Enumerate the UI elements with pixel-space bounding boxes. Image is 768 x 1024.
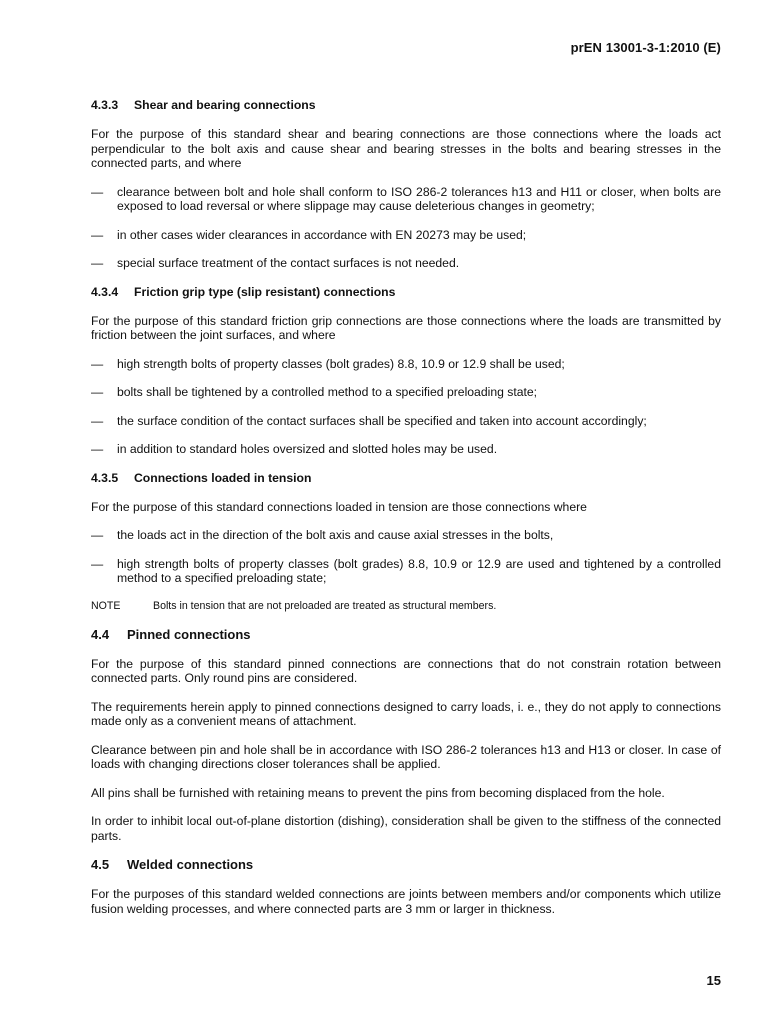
- page-number: 15: [706, 973, 721, 988]
- list-item: [91, 528, 721, 543]
- dash-bullet: —: [91, 385, 104, 399]
- list-item: [91, 357, 721, 372]
- dash-bullet: —: [91, 184, 104, 199]
- dash-bullet: —: [91, 528, 104, 542]
- dash-bullet: —: [91, 413, 104, 428]
- section-number: 4.5: [91, 857, 110, 872]
- section-title: Welded connections: [127, 857, 254, 872]
- list-item: [91, 414, 721, 429]
- section-heading-4-4: [91, 627, 721, 643]
- dash-bullet: —: [91, 356, 104, 371]
- note-text: Bolts in tension that are not preloaded are treated as structural members.: [153, 599, 497, 612]
- paragraph: Clearance between pin and hole shall be in accordance with ISO 286-2 tolerances h13 and H13 or closer. In case of loads with changing directions closer tolerances shall be applied.: [91, 742, 721, 771]
- list-item: [91, 385, 721, 400]
- section-number: 4.4: [91, 626, 110, 642]
- list-item-text: high strength bolts of property classes (bolt grades) 8.8, 10.9 or 12.9 shall be used;: [117, 356, 565, 371]
- dash-bullet: —: [91, 227, 104, 242]
- section-heading-4-3-3: [91, 98, 721, 113]
- dash-bullet: —: [91, 256, 104, 270]
- list-item-text: the loads act in the direction of the bolt axis and cause axial stresses in the bolts,: [117, 528, 554, 542]
- list-item-text: bolts shall be tightened by a controlled method to a specified preloading state;: [117, 385, 538, 399]
- list-item-text: high strength bolts of property classes (bolt grades) 8.8, 10.9 or 12.9 are used and tightened by a controlled method to a specified preloading state;: [117, 556, 721, 585]
- list-item-text: special surface treatment of the contact surfaces is not needed.: [117, 256, 460, 270]
- list-item: [91, 228, 721, 243]
- section-title: Pinned connections: [127, 626, 251, 642]
- note-label: NOTE: [91, 599, 121, 612]
- document-page: [91, 0, 721, 1024]
- paragraph: For the purpose of this standard shear and bearing connections are those connections where the loads act perpendicular to the bolt axis and cause shear and bearing stresses in the bolts and bearing stresses in the connected parts, and where: [91, 127, 721, 170]
- section-title: Connections loaded in tension: [134, 470, 312, 485]
- list-item-text: in addition to standard holes oversized and slotted holes may be used.: [117, 442, 498, 456]
- section-heading-4-5: [91, 857, 721, 873]
- list-item: [91, 442, 721, 457]
- paragraph: For the purpose of this standard friction grip connections are those connections where the loads are transmitted by friction between the joint surfaces, and where: [91, 313, 721, 342]
- paragraph: The requirements herein apply to pinned connections designed to carry loads, i. e., they do not apply to connections made only as a convenient means of attachment.: [91, 699, 721, 728]
- section-heading-4-3-4: [91, 285, 721, 300]
- list-item: [91, 185, 721, 214]
- section-title: Shear and bearing connections: [134, 98, 316, 112]
- note: [91, 600, 721, 613]
- section-number: 4.3.3: [91, 98, 119, 112]
- section-title: Friction grip type (slip resistant) connections: [134, 284, 396, 299]
- paragraph: All pins shall be furnished with retaining means to prevent the pins from becoming displaced from the hole.: [91, 785, 665, 800]
- document-id-header: prEN 13001-3-1:2010 (E): [570, 40, 721, 55]
- paragraph: For the purpose of this standard pinned connections are connections that do not constrain rotation between connected parts. Only round pins are considered.: [91, 656, 721, 685]
- paragraph: For the purposes of this standard welded connections are joints between members and/or components which utilize fusion welding processes, and where connected parts are 3 mm or larger in thickness.: [91, 887, 721, 916]
- dash-bullet: —: [91, 442, 104, 456]
- list-item-text: in other cases wider clearances in accordance with EN 20273 may be used;: [117, 227, 527, 242]
- paragraph: In order to inhibit local out-of-plane distortion (dishing), consideration shall be given to the stiffness of the connected parts.: [91, 814, 721, 843]
- list-item: [91, 256, 721, 271]
- section-heading-4-3-5: [91, 471, 721, 486]
- dash-bullet: —: [91, 556, 104, 571]
- list-item-text: clearance between bolt and hole shall conform to ISO 286-2 tolerances h13 and H11 or closer, when bolts are exposed to load reversal or where slippage may cause deleterious changes in geometry;: [117, 184, 721, 213]
- paragraph: For the purpose of this standard connections loaded in tension are those connections where: [91, 499, 587, 514]
- list-item: [91, 557, 721, 586]
- section-number: 4.3.4: [91, 284, 119, 299]
- document-body: [91, 98, 721, 930]
- section-number: 4.3.5: [91, 470, 119, 485]
- list-item-text: the surface condition of the contact surfaces shall be specified and taken into account accordingly;: [117, 413, 647, 428]
